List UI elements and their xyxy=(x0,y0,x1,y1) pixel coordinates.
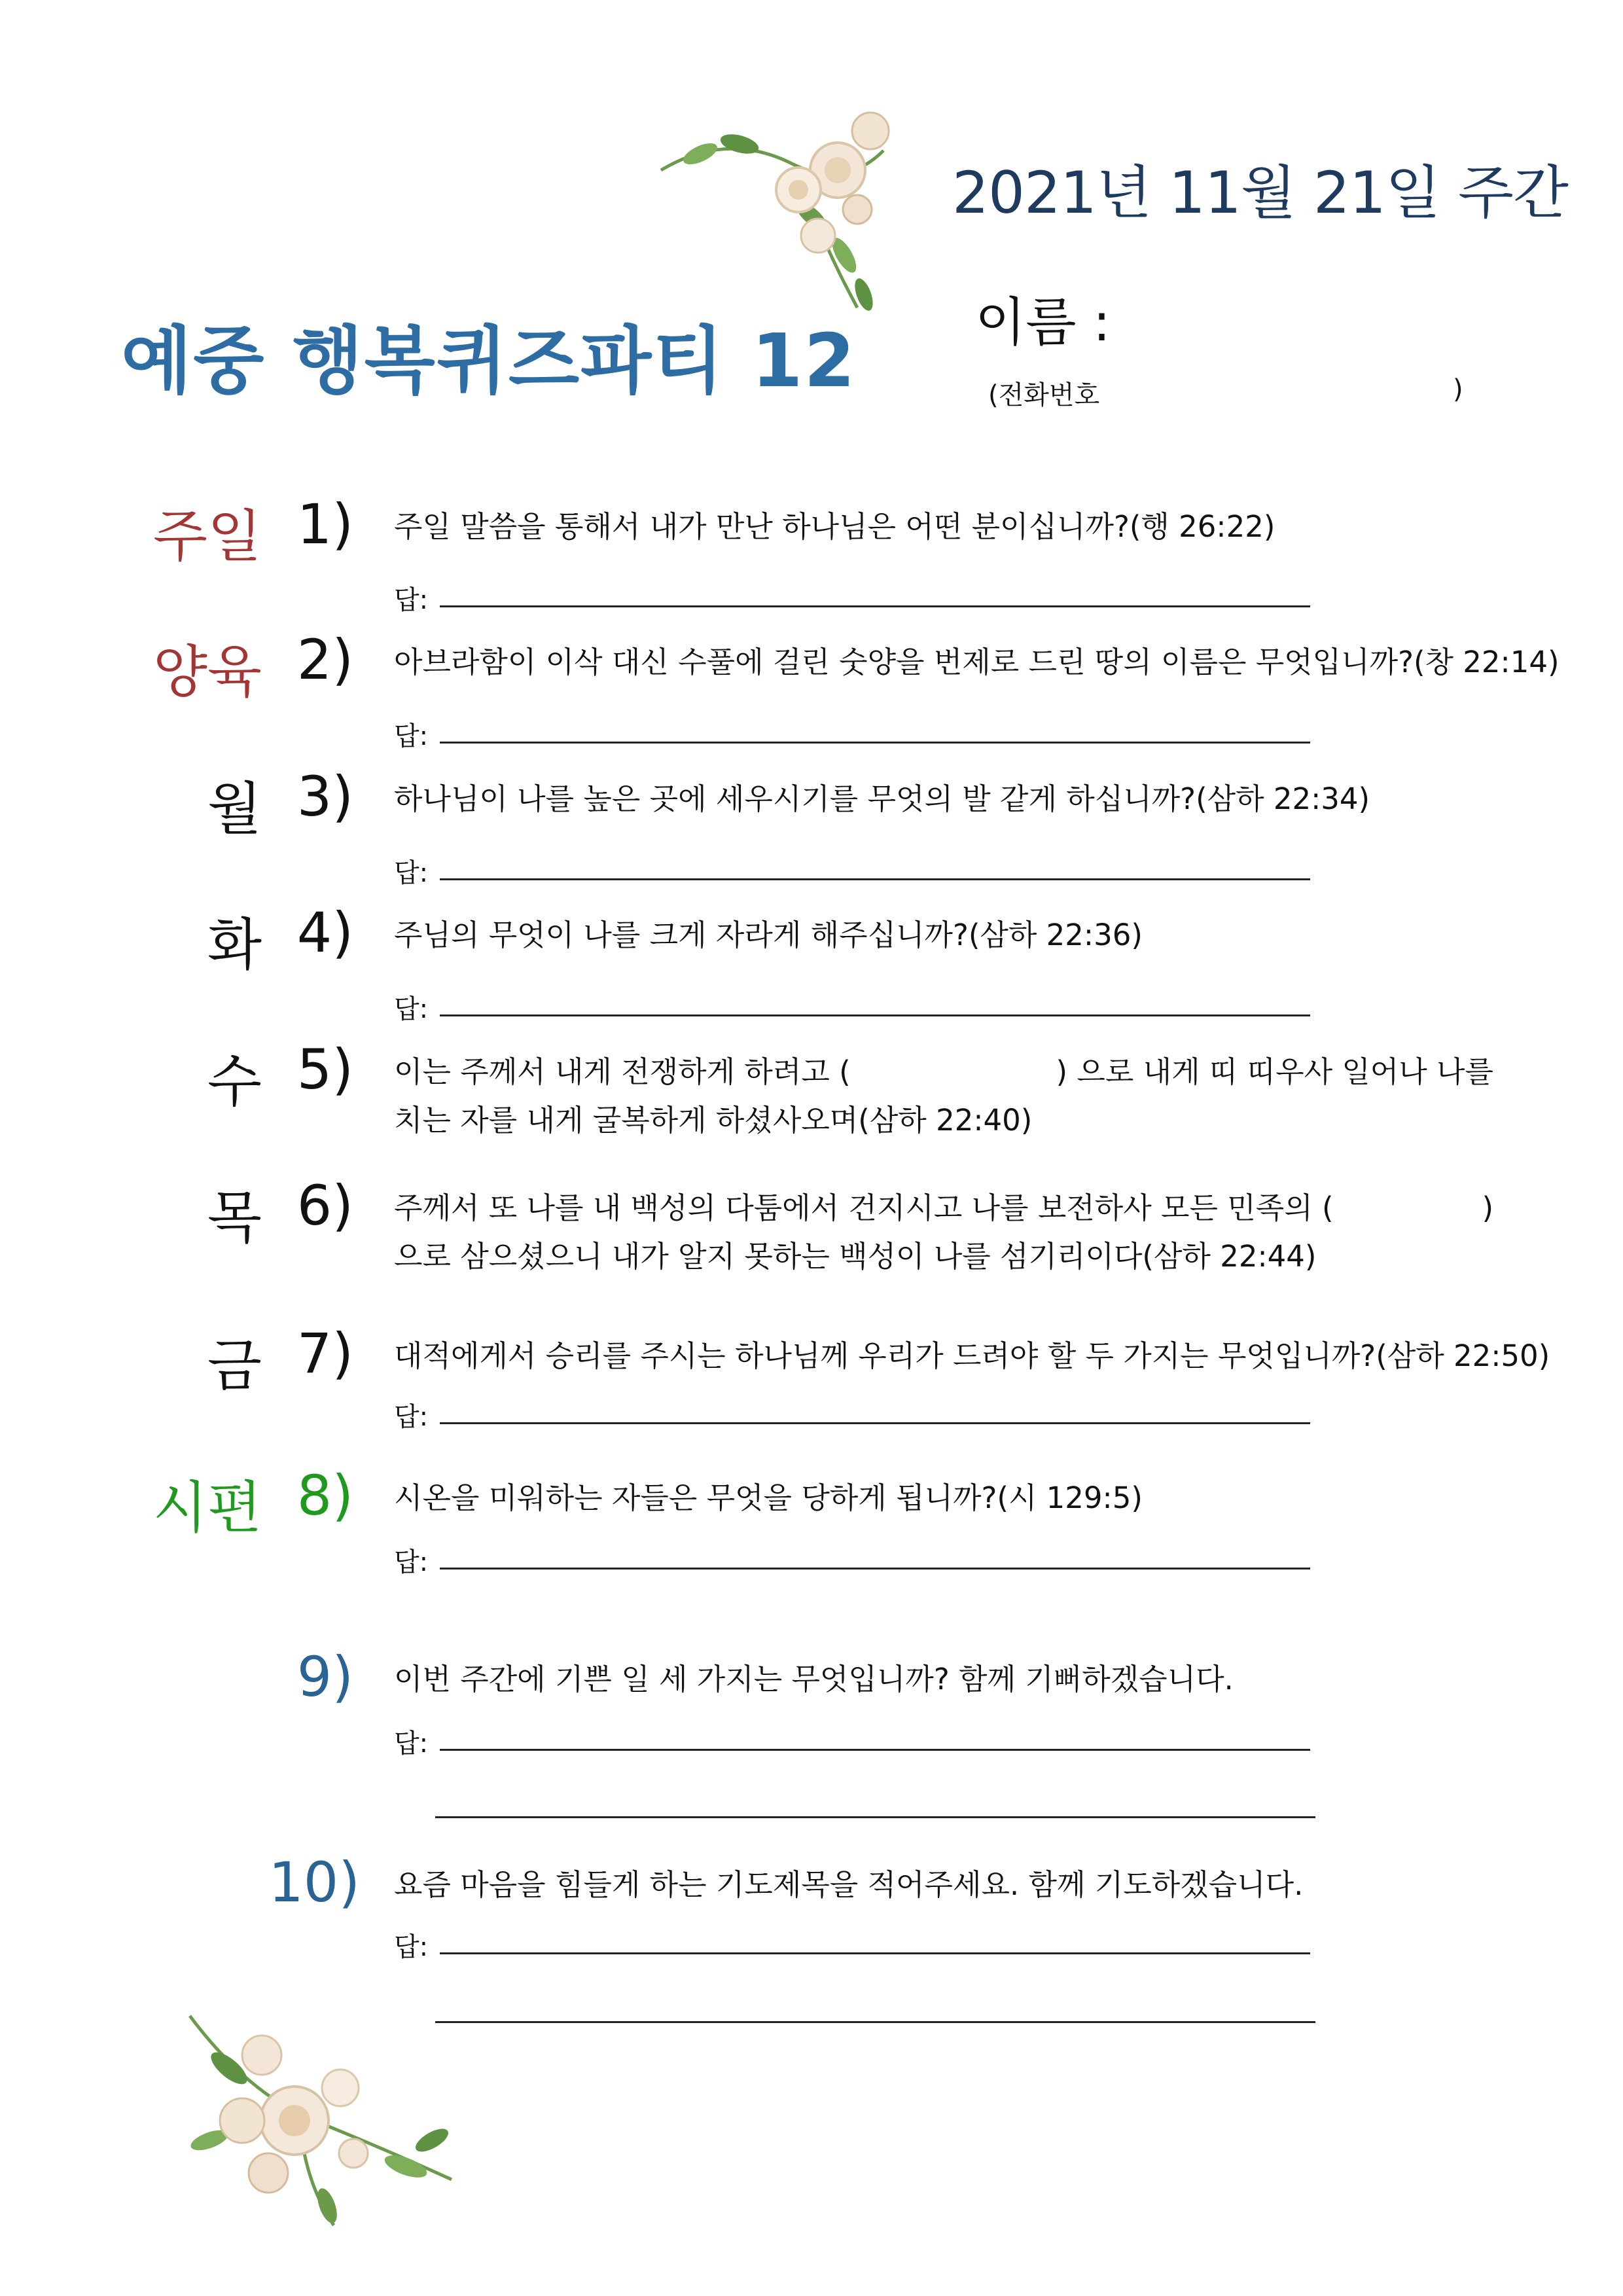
question-number: 10) xyxy=(268,1850,360,1914)
question-line-2: 으로 삼으셨으니 내가 알지 못하는 백성이 나를 섬기리이다(삼하 22:44) xyxy=(394,1239,1317,1274)
answer-line[interactable] xyxy=(440,1422,1310,1424)
question-number: 7) xyxy=(296,1321,353,1386)
question-text: 이번 주간에 기쁜 일 세 가지는 무엇입니까? 함께 기뻐하겠습니다. xyxy=(394,1662,1234,1696)
name-label: 이름 : xyxy=(975,292,1111,353)
answer-line-extra[interactable] xyxy=(435,2021,1315,2023)
flower-decoration-top xyxy=(648,92,929,327)
day-label: 금 xyxy=(207,1333,262,1399)
question-text: 하나님이 나를 높은 곳에 세우시기를 무엇의 발 같게 하십니까?(삼하 22:34) xyxy=(394,781,1370,816)
question-text: 시온을 미워하는 자들은 무엇을 당하게 됩니까?(시 129:5) xyxy=(394,1480,1143,1515)
answer-line[interactable] xyxy=(440,605,1310,607)
answer-line-extra[interactable] xyxy=(435,1816,1315,1818)
week-date: 2021년 11월 21일 주간 xyxy=(952,159,1568,226)
answer-line[interactable] xyxy=(440,1952,1310,1954)
answer-label: 답: xyxy=(394,721,429,751)
question-text-part-a: 이는 주께서 내게 전쟁하게 하려고 ( xyxy=(394,1054,851,1089)
answer-line[interactable] xyxy=(440,878,1310,880)
answer-line[interactable] xyxy=(440,742,1310,744)
question-number: 2) xyxy=(296,628,353,692)
question-text-part-b: ) xyxy=(1482,1191,1493,1225)
answer-label: 답: xyxy=(394,858,429,888)
question-number: 8) xyxy=(296,1463,353,1528)
answer-line[interactable] xyxy=(440,1749,1310,1751)
question-number: 3) xyxy=(296,764,353,829)
day-label: 수 xyxy=(207,1049,262,1115)
question-number: 6) xyxy=(296,1174,353,1238)
answer-label: 답: xyxy=(394,1932,429,1962)
day-label: 양육 xyxy=(152,639,262,705)
question-number: 4) xyxy=(296,901,353,965)
page-title: 예중 행복퀴즈파티 12 xyxy=(121,319,857,404)
answer-label: 답: xyxy=(394,1729,429,1759)
question-text-part-a: 주께서 또 나를 내 백성의 다툼에서 건지시고 나를 보전하사 모든 민족의 ( xyxy=(394,1191,1334,1225)
question-text-part-b: ) 으로 내게 띠 띠우사 일어나 나를 xyxy=(1056,1054,1493,1089)
answer-label: 답: xyxy=(394,1402,429,1432)
phone-label: (전화번호 xyxy=(988,380,1100,410)
question-text: 대적에게서 승리를 주시는 하나님께 우리가 드려야 할 두 가지는 무엇입니까?(삼하 22:50) xyxy=(394,1338,1550,1373)
question-line-1 xyxy=(394,1184,1493,1232)
answer-label: 답: xyxy=(394,994,429,1024)
question-number: 9) xyxy=(296,1645,353,1709)
question-number: 5) xyxy=(296,1037,353,1102)
question-text-block xyxy=(394,1048,1493,1145)
day-label: 월 xyxy=(207,776,262,842)
answer-label: 답: xyxy=(394,585,429,615)
question-text-block xyxy=(394,1184,1493,1281)
question-line-1 xyxy=(394,1048,1493,1096)
answer-line[interactable] xyxy=(440,1568,1310,1570)
question-text: 요즘 마음을 힘들게 하는 기도제목을 적어주세요. 함께 기도하겠습니다. xyxy=(394,1867,1304,1902)
day-label: 주일 xyxy=(152,504,262,569)
day-label: 시편 xyxy=(152,1475,262,1541)
answer-label: 답: xyxy=(394,1547,429,1577)
question-number: 1) xyxy=(296,492,353,556)
day-label: 목 xyxy=(207,1185,262,1251)
phone-close-paren: ) xyxy=(1453,374,1463,404)
question-line-2: 치는 자를 내게 굴복하게 하셨사오며(삼하 22:40) xyxy=(394,1103,1033,1138)
flower-decoration-bottom xyxy=(170,1990,471,2238)
day-label: 화 xyxy=(207,912,262,978)
answer-line[interactable] xyxy=(440,1014,1310,1016)
question-text: 아브라함이 이삭 대신 수풀에 걸린 숫양을 번제로 드린 땅의 이름은 무엇입니까?(창 22:14) xyxy=(394,645,1560,679)
question-text: 주일 말씀을 통해서 내가 만난 하나님은 어떤 분이십니까?(행 26:22) xyxy=(394,509,1275,544)
question-text: 주님의 무엇이 나를 크게 자라게 해주십니까?(삼하 22:36) xyxy=(394,918,1143,952)
